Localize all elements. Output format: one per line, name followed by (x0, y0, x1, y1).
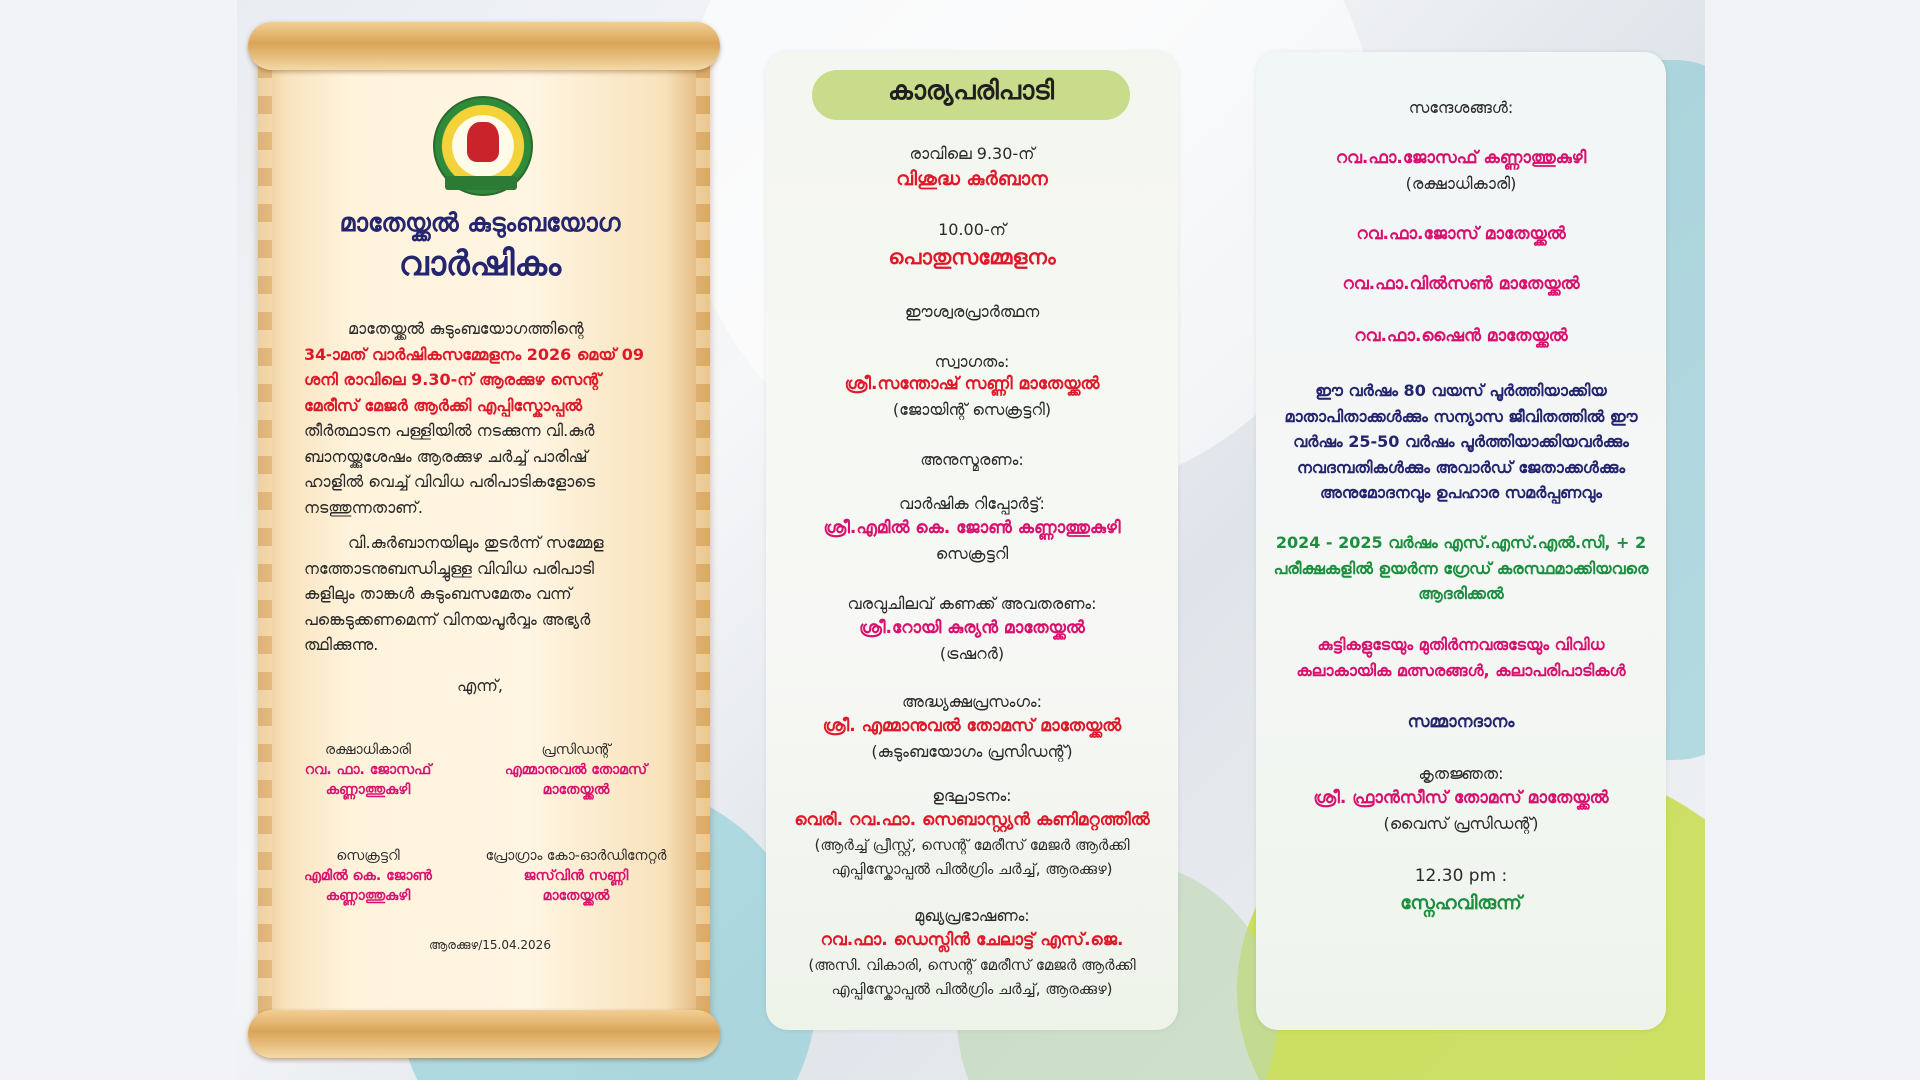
scroll-right-edge (696, 60, 710, 1020)
scroll-heading-1: മാതേയ്ക്കൽ കുടുംബയോഗ (339, 208, 621, 237)
signature-president: പ്രസിഡന്റ് എമ്മാനുവൽ തോമസ് മാതേയ്ക്കൽ (504, 742, 648, 798)
award-block: ഈ വർഷം 80 വയസ് പൂർത്തിയാക്കിയ മാതാപിതാക്കൾക്കും സന്യാസ ജീവിതത്തിൽ ഈ വർഷം 25-50 വർഷം പൂർത്തിയാക്കിയവർക്കും നവദമ്പതികൾക്കും അവാർഡ് ജേതാക്കൾക്കും അനുമോദനവും ഉപഹാര സമർപ്പണവും (1284, 381, 1638, 502)
prize-distribution: സമ്മാനദാനം (1407, 712, 1515, 732)
scroll-heading-2: വാർഷികം (398, 244, 562, 284)
place-date: ആരക്കുഴ/15.04.2026 (429, 938, 551, 952)
signature-patron: രക്ഷാധികാരി റവ. ഫാ. ജോസഫ് കണ്ണാത്തുകുഴി (304, 742, 432, 798)
love-feast: സ്നേഹവിരുന്ന് (1400, 892, 1522, 914)
program-panel (766, 52, 1178, 1030)
scroll-paragraph-2: വി.കുർബാനയിലും തുടർന്ന് സമ്മേള നത്തോടനുബന്ധിച്ചുള്ള വിവിധ പരിപാടി കളിലും താങ്കൾ കുടുംബസമേതം വന്ന് പങ്കെടുക്കണമെന്ന് വിനയപൂർവ്വം അഭ്യർ ത്ഥിക്കുന്നു. (304, 533, 604, 654)
logo-ribbon (445, 176, 517, 190)
invitation-image: മാതേയ്ക്കൽ കുടുംബയോഗ വാർഷികം മാതേയ്ക്കൽ കുടുംബയോഗത്തിന്റെ 34-ാമത് വാർഷികസമ്മേളനം 2026 മെയ് 09 ശനി രാവിലെ 9.30-ന് ആരക്കുഴ സെന്റ് മേരീസ് മേജർ ആർക്കി എപ്പിസ്കോപ്പൽ തീർത്ഥാടന പള്ളിയിൽ നടക്കുന്ന വി.കുർ ബാനയ്ക്കുശേഷം ആരക്കുഴ ചർച്ച് പാരിഷ് ഹാളിൽ വെച്ച് വിവിധ പരിപാടികളോടെ നടത്തുന്നതാണ്. വി.കുർബാനയിലും തുടർന്ന് സമ്മേള നത്തോടനുബന്ധിച്ചുള്ള വിവിധ പരിപാടി കളിലും താങ്കൾ കുടുംബസമേതം വന്ന് പങ്കെടുക്കണമെന്ന് വിനയപൂർവ്വം അഭ്യർ ത്ഥിക്കുന്നു. എന്ന്, രക്ഷാധികാരി റവ. ഫാ. ജോസഫ് കണ്ണാത്തുകുഴി പ്രസിഡന്റ് എമ്മാനുവൽ തോമസ് മാതേയ്ക്കൽ സെക്രട്ടറി എമിൽ കെ. ജോൺ കണ്ണാത്തുകുഴി പ്രോഗ്രാം കോ-ഓർഡിനേറ്റർ ജസ്‌വിൻ സണ്ണി മാതേയ്ക്കൽ ആരക്കുഴ/15.04.2026 കാര്യപരിപാടി രാവിലെ 9.30-ന് വിശുദ്ധ കുർബാന 10.00-ന് പൊതുസമ്മേളനം ഈശ്വരപ്രാർത്ഥന സ്വാഗതം: ശ്രീ.സന്തോഷ് സണ്ണി മാതേയ്ക്കൽ (ജോയിന്റ് സെക്രട്ടറി) അനുസ്മരണം: വാർഷിക റിപ്പോർട്ട്: ശ്രീ.എമിൽ കെ. ജോൺ കണ്ണാത്തുകുഴി സെക്രട്ടറി വരവുചിലവ് കണക്ക് അവതരണം: ശ്രീ.റോയി കുര്യൻ മാതേയ്ക്കൽ (ട്രഷറർ) അദ്ധ്യക്ഷപ്രസംഗം: ശ്രീ. എമ്മാനുവൽ തോമസ് മാതേയ്ക്കൽ (കുടുംബയോഗം പ്രസിഡന്റ്) ഉദ്ഘാടനം: വെരി. റവ.ഫാ. സെബാസ്റ്റ്യൻ കണിമറ്റത്തിൽ (ആർച്ച് പ്രീസ്റ്റ്, സെന്റ് മേരീസ് മേജർ ആർക്കി എപ്പിസ്കോപ്പൽ പിൽഗ്രിം ചർച്ച്, ആരക്കുഴ) മുഖ്യപ്രഭാഷണം: റവ.ഫാ. ഡെസ്ലിൻ ചേലാട്ട് എസ്.ജെ. (അസി. വികാരി, സെന്റ് മേരീസ് മേജർ ആർക്കി എപ്പിസ്കോപ്പൽ പിൽഗ്രിം ചർച്ച്, ആരക്കുഴ) സന്ദേശങ്ങൾ: റവ.ഫാ.ജോസഫ് കണ്ണാത്തുകുഴി (രക്ഷാധികാരി) റവ.ഫാ.ജോസ് മാതേയ്ക്കൽ റവ.ഫാ.വിൽസൺ മാതേയ്ക്കൽ റവ.ഫാ.ഷൈൻ മാതേയ്ക്കൽ ഈ വർഷം 80 വയസ് പൂർത്തിയാക്കിയ മാതാപിതാക്കൾക്കും സന്യാസ ജീവിതത്തിൽ ഈ വർഷം 25-50 വർഷം പൂർത്തിയാക്കിയവർക്കും നവദമ്പതികൾക്കും അവാർഡ് ജേതാക്കൾക്കും അനുമോദനവും ഉപഹാര സമർപ്പണവും 2024 - 2025 വർഷം എസ്.എസ്.എൽ.സി, + 2 പരീക്ഷകളിൽ ഉയർന്ന ഗ്രേഡ് കരസ്ഥമാക്കിയവരെ ആദരിക്കൽ കുട്ടികളുടേയും മുതിർന്നവരുടേയും വിവിധ കലാകായിക മത്സരങ്ങൾ, കലാപരിപാടികൾ സമ്മാനദാനം കൃതജ്ഞത: ശ്രീ. ഫ്രാൻസീസ് തോമസ് മാതേയ്ക്കൽ (വൈസ് പ്രസിഡന്റ്) 12.30 pm : സ്നേഹവിരുന്ന് (0, 0, 1920, 1080)
program-title: കാര്യപരിപാടി (887, 76, 1055, 106)
signature-coordinator: പ്രോഗ്രാം കോ-ഓർഡിനേറ്റർ ജസ്‌വിൻ സണ്ണി മാതേയ്ക്കൽ (485, 848, 667, 904)
scroll-bottom-roll (248, 1010, 720, 1058)
left-margin (0, 0, 237, 1080)
right-margin (1705, 0, 1920, 1080)
closing-ennu: എന്ന്, (457, 676, 503, 695)
scroll-top-roll (248, 22, 720, 70)
signature-secretary: സെക്രട്ടറി എമിൽ കെ. ജോൺ കണ്ണാത്തുകുഴി (303, 848, 433, 904)
scroll-left-edge (258, 60, 272, 1020)
arts-block: കുട്ടികളുടേയും മുതിർന്നവരുടേയും വിവിധ കലാകായിക മത്സരങ്ങൾ, കലാപരിപാടികൾ (1296, 635, 1626, 680)
sslc-block: 2024 - 2025 വർഷം എസ്.എസ്.എൽ.സി, + 2 പരീക്ഷകളിൽ ഉയർന്ന ഗ്രേഡ് കരസ്ഥമാക്കിയവരെ ആദരിക്കൽ (1273, 533, 1649, 603)
scroll-paragraph-1: മാതേയ്ക്കൽ കുടുംബയോഗത്തിന്റെ 34-ാമത് വാർഷികസമ്മേളനം 2026 മെയ് 09 ശനി രാവിലെ 9.30-ന് ആരക്കുഴ സെന്റ് മേരീസ് മേജർ ആർക്കി എപ്പിസ്കോപ്പൽ തീർത്ഥാടന പള്ളിയിൽ നടക്കുന്ന വി.കുർ ബാനയ്ക്കുശേഷം ആരക്കുഴ ചർച്ച് പാരിഷ് ഹാളിൽ വെച്ച് വിവിധ പരിപാടികളോടെ നടത്തുന്നതാണ്. (304, 319, 644, 517)
